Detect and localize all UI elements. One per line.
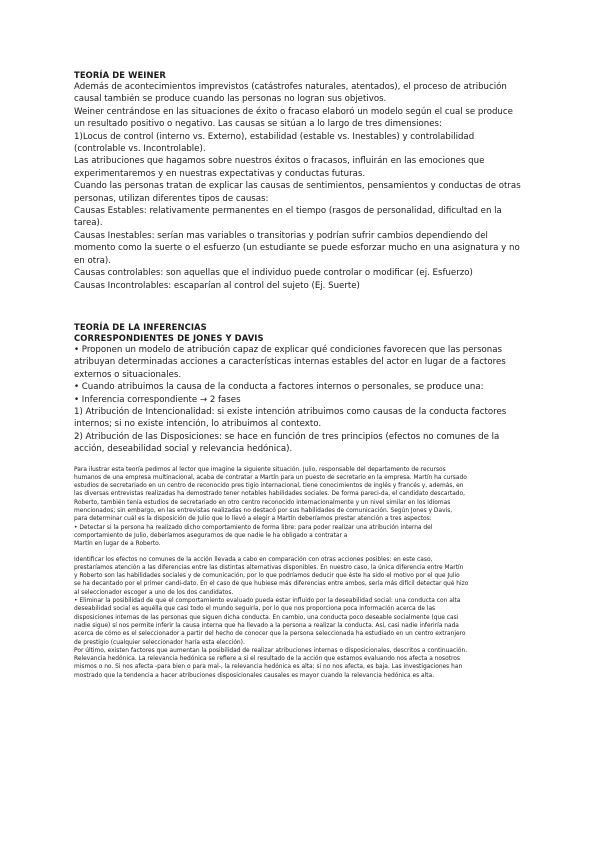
small-text-line: mencionados; sin embargo, en las entrevistas realizadas no destacó por sus habilidades de comunicación. Según Jones y Davis, bbox=[74, 508, 453, 515]
text-line: Causas Inestables: serían mas variables o transitorias y podrían sufrir cambios dependiendo del bbox=[74, 230, 488, 241]
small-text-line: deseabilidad social es aquélla que casi todo el mundo seguiría, por lo que nos proporciona poca información acerca de las bbox=[74, 606, 436, 613]
small-text-line: Por último, existen factores que aumentan la posibilidad de realizar atribuciones internas o disposicionales, descritos a continuación. bbox=[74, 647, 468, 654]
text-line: 1)Locus de control (interno vs. Externo), estabilidad (estable vs. Inestables) y controlabilidad bbox=[74, 131, 475, 142]
text-line: • Proponen un modelo de atribución capaz de explicar qué condiciones favorecen que las personas bbox=[74, 344, 502, 355]
example-continuation-body bbox=[74, 556, 530, 680]
section-title-weiner: TEORÍA DE WEINER bbox=[74, 70, 166, 80]
text-line: Causas controlables: son aquellas que el individuo puede controlar o modificar (ej. Esfuerzo) bbox=[74, 268, 473, 279]
text-line: 1) Atribución de Intencionalidad: si existe intención atribuimos como causas de la conducta factores bbox=[74, 406, 507, 417]
small-text-line: Para ilustrar esta teoría pedimos al lector que imagine la siguiente situación. Julio, responsable del departamento de recursos bbox=[74, 466, 446, 473]
small-text-line: las diversas entrevistas realizadas ha demostrado tener notables habilidades sociales. De forma pareci-da, el candidato descartado, bbox=[74, 491, 466, 498]
section-weiner bbox=[74, 70, 530, 292]
small-text-line: mismos o no. Si nos afecta -para bien o para mal-, la relevancia hedónica es alta; si no nos afecta, es baja. Las investigaciones han bbox=[74, 664, 463, 671]
text-line: en otra). bbox=[74, 255, 111, 266]
small-text-line: comportamiento de Julio, deberíamos asegurarnos de que nadie le ha obligado a contratar a bbox=[74, 532, 348, 539]
small-text-line: Martín en lugar de a Roberto. bbox=[74, 541, 161, 548]
small-text-line: nadie sigue) sí nos permite inferir la causa interna que ha llevado a la persona a realizar la conducta. Así, casi nadie inferiría nada bbox=[74, 622, 459, 629]
small-text-line: Relevancia hedónica. La relevancia hedónica se refiere a si el resultado de la acción que estamos evaluando nos afecta a nosotros bbox=[74, 656, 460, 663]
small-text-line: al seleccionador escoger a uno de los dos candidatos. bbox=[74, 589, 234, 596]
text-line: acción, deseabilidad social y relevancia hedónica). bbox=[74, 444, 293, 455]
text-line: Weiner centrándose en las situaciones de éxito o fracaso elaboró un modelo según el cual se produce bbox=[74, 106, 513, 117]
small-text-line: prestaríamos atención a las diferencias entre las distintas alternativas disponibles. En nuestro caso, la única diferencia entre Martín bbox=[74, 564, 464, 571]
text-line: • Cuando atribuimos la causa de la conducta a factores internos o personales, se produce una: bbox=[74, 382, 484, 393]
small-text-line: para determinar cuál es la disposición de Julio que lo llevó a elegir a Martín deberíamos prestar atención a tres aspectos: bbox=[74, 516, 432, 523]
text-line: atribuyan determinadas acciones a características internas estables del actor en lugar de a factores bbox=[74, 357, 506, 368]
small-text-line: estudios de secretariado en un centro de reconocido pres tigio internacional, tiene conocimientos de inglés y francés y, además, en bbox=[74, 483, 464, 490]
text-line: causal también se produce cuando las personas no logran sus objetivos. bbox=[74, 94, 387, 105]
section-jones-davis bbox=[74, 322, 530, 456]
example-continuation bbox=[74, 556, 530, 680]
section-title-jones-davis-line2: CORRESPONDIENTES DE JONES Y DAVIS bbox=[74, 332, 264, 343]
small-text-line: y Roberto son las habilidades sociales y de comunicación, por lo que podríamos deducir que éste ha sido el motivo por el que Julio bbox=[74, 573, 460, 580]
text-line: un resultado positivo o negativo. Las causas se sitúan a lo largo de tres dimensiones: bbox=[74, 119, 442, 130]
section-jones-davis-body bbox=[74, 344, 530, 456]
small-text-line: disposiciones internas de las personas que siguen dicha conducta. En cambio, una conducta poco deseable socialmente (que casi bbox=[74, 614, 459, 621]
example-paragraph bbox=[74, 466, 530, 549]
text-line: Causas Incontrolables: escaparían al control del sujeto (Ej. Suerte) bbox=[74, 280, 360, 291]
small-text-line: Roberto, también tenía estudios de secretariado en otro centro reconocido internacionalmente y un nivel similar en los idiomas bbox=[74, 499, 451, 506]
small-text-line: Identificar los efectos no comunes de la acción llevada a cabo en comparación con otras acciones posibles: en este caso, bbox=[74, 556, 433, 563]
section-title-jones-davis-line1: TEORÍA DE LA INFERENCIAS bbox=[74, 321, 207, 332]
text-line: 2) Atribución de las Disposiciones: se hace en función de tres principios (efectos no comunes de la bbox=[74, 431, 500, 442]
text-line: momento como la suerte o el esfuerzo (un estudiante se puede esforzar mucho en una asignatura y no bbox=[74, 243, 520, 254]
text-line: Causas Estables: relativamente permanentes en el tiempo (rasgos de personalidad, dificultad en la bbox=[74, 206, 502, 217]
example-body bbox=[74, 466, 530, 549]
text-line: externos o situacionales. bbox=[74, 369, 182, 380]
small-text-line: • Eliminar la posibilidad de que el comportamiento evaluado pueda estar influido por la deseabilidad social: una conducta con alta bbox=[74, 598, 461, 605]
text-line: personas, utilizan diferentes tipos de causas: bbox=[74, 193, 269, 204]
small-text-line: mostrado que la tendencia a hacer atribuciones disposicionales causales es mayor cuando la relevancia hedónica es alta. bbox=[74, 672, 435, 679]
section-weiner-body bbox=[74, 81, 530, 292]
text-line: Las atribuciones que hagamos sobre nuestros éxitos o fracasos, influirán en las emociones que bbox=[74, 156, 485, 167]
document-page bbox=[74, 70, 530, 680]
text-line: Además de acontecimientos imprevistos (catástrofes naturales, atentados), el proceso de atribución bbox=[74, 82, 507, 92]
text-line: internos; si no existe intención, lo atribuimos al contexto. bbox=[74, 419, 322, 430]
small-text-line: • Detectar si la persona ha realizado dicho comportamiento de forma libre: para poder realizar una atribución interna del bbox=[74, 524, 433, 531]
text-line: (controlable vs. Incontrolable). bbox=[74, 144, 206, 155]
text-line: • Inferencia correspondiente → 2 fases bbox=[74, 394, 241, 405]
small-text-line: se ha decantado por el primer candi-dato. En el caso de que hubiese más diferencias entre ambos, sería más difícil detectar qué hizo bbox=[74, 581, 469, 588]
small-text-line: humanos de una empresa multinacional, acaba de contratar a Martín para un puesto de secretario en la empresa. Martín ha cursado bbox=[74, 474, 467, 481]
text-line: tarea). bbox=[74, 218, 103, 229]
text-line: Cuando las personas tratan de explicar las causas de sentimientos, pensamientos y conductas de otras bbox=[74, 181, 521, 192]
small-text-line: de prestigio (cualquier seleccionador haría esta elección). bbox=[74, 639, 245, 646]
text-line: experimentaremos y en nuestras expectativas y conductas futuras. bbox=[74, 168, 366, 179]
small-text-line: acerca de cómo es el seleccionador a partir del hecho de conocer que la persona seleccionada ha estudiado en un centro extranjero bbox=[74, 631, 466, 638]
